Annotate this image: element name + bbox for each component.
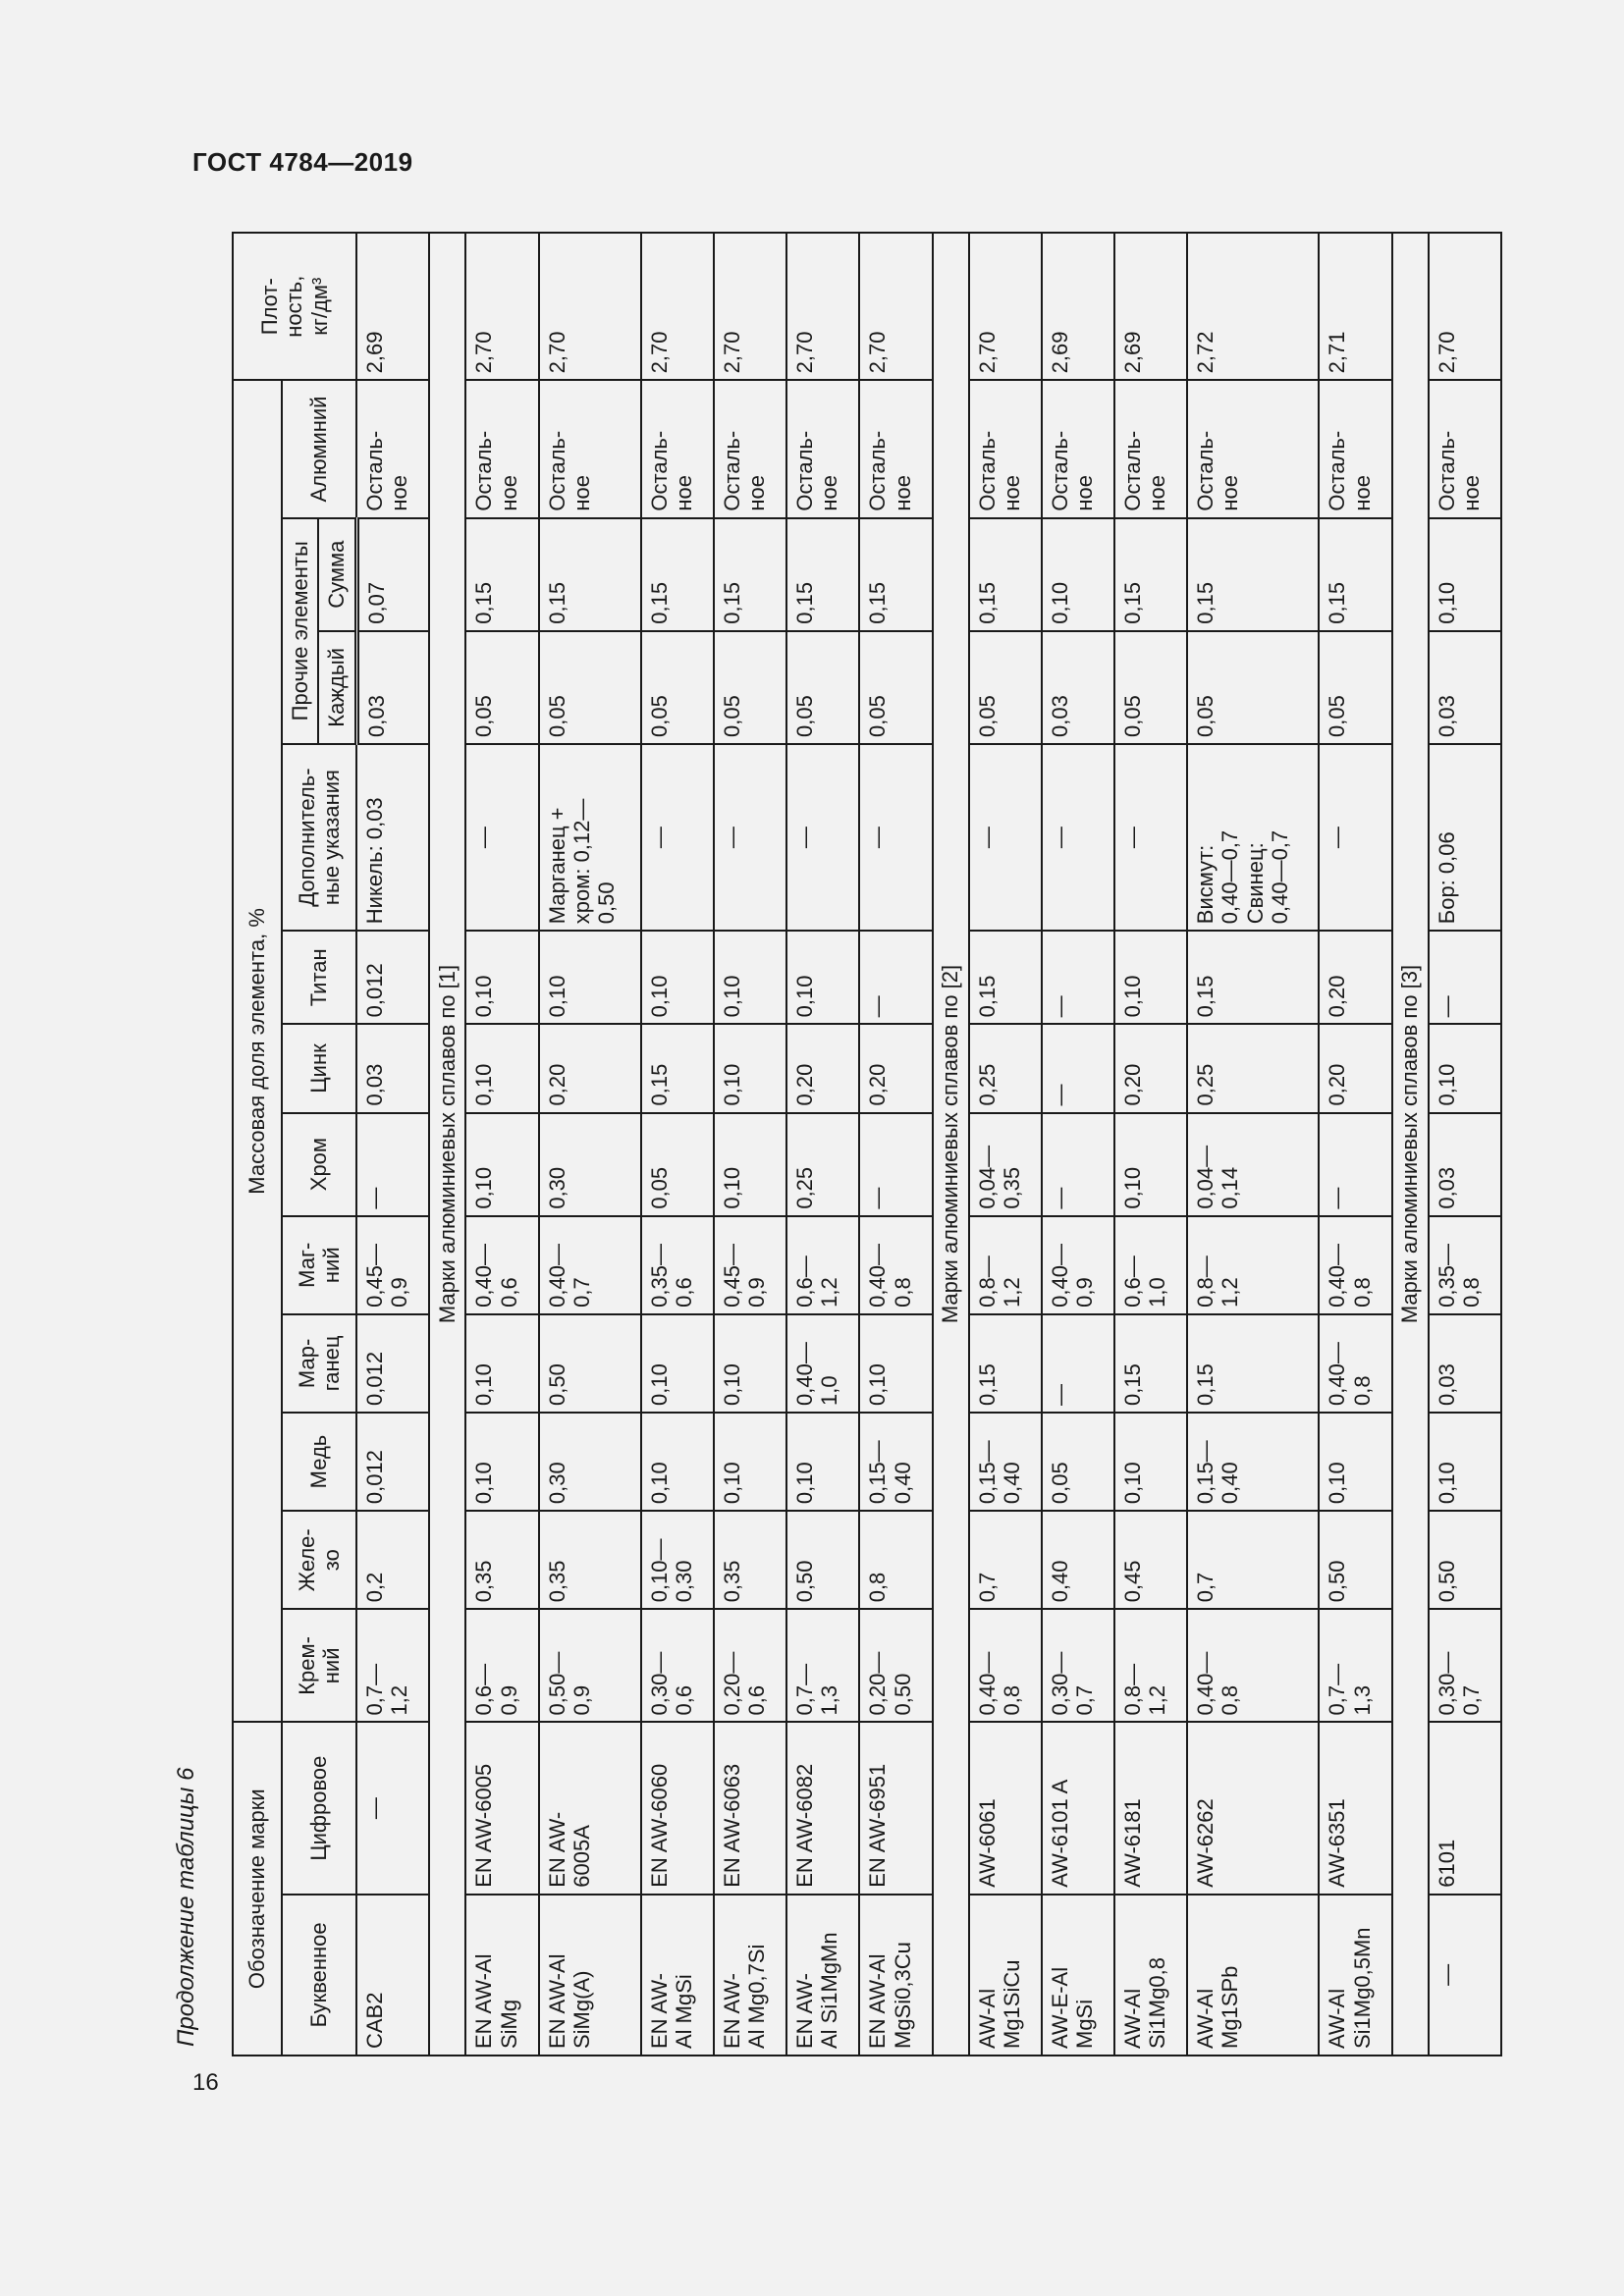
header-aluminium: Алюминий: [282, 380, 356, 517]
chromium-cell: 0,05: [641, 1113, 714, 1216]
manganese-cell: —: [1042, 1314, 1114, 1413]
density-cell: 2,71: [1319, 233, 1391, 380]
aluminium-cell: Осталь- ное: [1114, 380, 1187, 517]
digital-cell: EN AW-6082: [786, 1722, 859, 1894]
page-number: 16: [192, 2069, 219, 2096]
titanium-cell: 0,012: [356, 931, 429, 1024]
chromium-cell: 0,10: [714, 1113, 786, 1216]
letter-cell: EN AW- Al MgSi: [641, 1895, 714, 2056]
extra-cell: —: [1114, 744, 1187, 931]
each-cell: 0,03: [356, 631, 429, 744]
alloy-composition-table: [232, 232, 1502, 2056]
sum-cell: 0,15: [641, 518, 714, 631]
silicon-cell: 0,40— 0,8: [969, 1609, 1042, 1722]
table-body: [356, 233, 1501, 2056]
copper-cell: 0,012: [356, 1413, 429, 1511]
magnesium-cell: 0,40— 0,8: [859, 1216, 932, 1314]
aluminium-cell: Осталь- ное: [969, 380, 1042, 517]
titanium-cell: 0,15: [1187, 931, 1319, 1024]
silicon-cell: 0,50— 0,9: [539, 1609, 641, 1722]
aluminium-cell: Осталь- ное: [641, 380, 714, 517]
header-manganese: Мар- ганец: [282, 1314, 356, 1413]
silicon-cell: 0,7— 1,3: [1319, 1609, 1391, 1722]
titanium-cell: 0,10: [641, 931, 714, 1024]
density-cell: 2,70: [465, 233, 538, 380]
magnesium-cell: 0,6— 1,0: [1114, 1216, 1187, 1314]
titanium-cell: 0,10: [1114, 931, 1187, 1024]
iron-cell: 0,7: [1187, 1511, 1319, 1609]
iron-cell: 0,7: [969, 1511, 1042, 1609]
letter-cell: AW-Al Si1Mg0,5Mn: [1319, 1895, 1391, 2056]
extra-cell: —: [714, 744, 786, 931]
digital-cell: EN AW-6951: [859, 1722, 932, 1894]
magnesium-cell: 0,8— 1,2: [1187, 1216, 1319, 1314]
chromium-cell: —: [859, 1113, 932, 1216]
titanium-cell: —: [859, 931, 932, 1024]
zinc-cell: 0,10: [465, 1024, 538, 1112]
chromium-cell: —: [356, 1113, 429, 1216]
header-magnesium: Маг- ний: [282, 1216, 356, 1314]
section-title: Марки алюминиевых сплавов по [3]: [1392, 233, 1429, 2056]
extra-cell: —: [786, 744, 859, 931]
table-row: [1319, 233, 1391, 2056]
header-extra: Дополнитель- ные указания: [282, 744, 356, 931]
extra-cell: —: [1042, 744, 1114, 931]
aluminium-cell: Осталь- ное: [1429, 380, 1501, 517]
table-row: [539, 233, 641, 2056]
silicon-cell: 0,7— 1,2: [356, 1609, 429, 1722]
zinc-cell: 0,20: [1114, 1024, 1187, 1112]
letter-cell: EN AW-Al SiMg(A): [539, 1895, 641, 2056]
sum-cell: 0,15: [786, 518, 859, 631]
digital-cell: EN AW-6060: [641, 1722, 714, 1894]
header-density: Плот- ность, кг/дм³: [233, 233, 356, 380]
header-sum: Сумма: [318, 518, 356, 631]
aluminium-cell: Осталь- ное: [1187, 380, 1319, 517]
iron-cell: 0,45: [1114, 1511, 1187, 1609]
sum-cell: 0,15: [1319, 518, 1391, 631]
section-header-row: [1392, 233, 1429, 2056]
each-cell: 0,05: [1187, 631, 1319, 744]
magnesium-cell: 0,45— 0,9: [714, 1216, 786, 1314]
section-title: Марки алюминиевых сплавов по [1]: [429, 233, 465, 2056]
iron-cell: 0,50: [1429, 1511, 1501, 1609]
each-cell: 0,05: [641, 631, 714, 744]
table-row: [465, 233, 538, 2056]
sum-cell: 0,10: [1042, 518, 1114, 631]
titanium-cell: —: [1429, 931, 1501, 1024]
each-cell: 0,05: [1319, 631, 1391, 744]
zinc-cell: 0,10: [714, 1024, 786, 1112]
aluminium-cell: Осталь- ное: [356, 380, 429, 517]
extra-cell: —: [641, 744, 714, 931]
titanium-cell: 0,10: [465, 931, 538, 1024]
chromium-cell: 0,10: [465, 1113, 538, 1216]
silicon-cell: 0,7— 1,3: [786, 1609, 859, 1722]
chromium-cell: 0,30: [539, 1113, 641, 1216]
extra-cell: Висмут: 0,40—0,7 Свинец: 0,40—0,7: [1187, 744, 1319, 931]
magnesium-cell: 0,45— 0,9: [356, 1216, 429, 1314]
chromium-cell: —: [1319, 1113, 1391, 1216]
density-cell: 2,69: [356, 233, 429, 380]
table-row: [1187, 233, 1319, 2056]
extra-cell: Никель: 0,03: [356, 744, 429, 931]
extra-cell: Марганец + хром: 0,12— 0,50: [539, 744, 641, 931]
copper-cell: 0,15— 0,40: [1187, 1413, 1319, 1511]
table-caption: Продолжение таблицы 6: [173, 1767, 199, 2047]
magnesium-cell: 0,8— 1,2: [969, 1216, 1042, 1314]
zinc-cell: 0,25: [1187, 1024, 1319, 1112]
manganese-cell: 0,40— 1,0: [786, 1314, 859, 1413]
letter-cell: AW-Al Si1Mg0,8: [1114, 1895, 1187, 2056]
table-row: [1042, 233, 1114, 2056]
table-row: [714, 233, 786, 2056]
magnesium-cell: 0,35— 0,8: [1429, 1216, 1501, 1314]
iron-cell: 0,10— 0,30: [641, 1511, 714, 1609]
density-cell: 2,69: [1042, 233, 1114, 380]
manganese-cell: 0,15: [1114, 1314, 1187, 1413]
iron-cell: 0,40: [1042, 1511, 1114, 1609]
aluminium-cell: Осталь- ное: [465, 380, 538, 517]
each-cell: 0,05: [786, 631, 859, 744]
aluminium-cell: Осталь- ное: [1319, 380, 1391, 517]
density-cell: 2,72: [1187, 233, 1319, 380]
manganese-cell: 0,15: [1187, 1314, 1319, 1413]
letter-cell: EN AW-Al SiMg: [465, 1895, 538, 2056]
density-cell: 2,70: [714, 233, 786, 380]
letter-cell: AW-E-Al MgSi: [1042, 1895, 1114, 2056]
digital-cell: —: [356, 1722, 429, 1894]
sum-cell: 0,15: [539, 518, 641, 631]
each-cell: 0,05: [1114, 631, 1187, 744]
copper-cell: 0,10: [1429, 1413, 1501, 1511]
sum-cell: 0,10: [1429, 518, 1501, 631]
zinc-cell: 0,20: [786, 1024, 859, 1112]
manganese-cell: 0,012: [356, 1314, 429, 1413]
sum-cell: 0,15: [1114, 518, 1187, 631]
aluminium-cell: Осталь- ное: [1042, 380, 1114, 517]
digital-cell: EN AW-6005: [465, 1722, 538, 1894]
aluminium-cell: Осталь- ное: [714, 380, 786, 517]
extra-cell: Бор: 0,06: [1429, 744, 1501, 931]
zinc-cell: 0,20: [539, 1024, 641, 1112]
density-cell: 2,70: [786, 233, 859, 380]
copper-cell: 0,15— 0,40: [969, 1413, 1042, 1511]
chromium-cell: 0,04— 0,14: [1187, 1113, 1319, 1216]
document-title: ГОСТ 4784—2019: [192, 147, 413, 177]
manganese-cell: 0,10: [714, 1314, 786, 1413]
header-chromium: Хром: [282, 1113, 356, 1216]
header-each: Каждый: [318, 631, 356, 744]
manganese-cell: 0,50: [539, 1314, 641, 1413]
silicon-cell: 0,30— 0,6: [641, 1609, 714, 1722]
chromium-cell: 0,03: [1429, 1113, 1501, 1216]
extra-cell: —: [465, 744, 538, 931]
silicon-cell: 0,8— 1,2: [1114, 1609, 1187, 1722]
copper-cell: 0,10: [641, 1413, 714, 1511]
digital-cell: 6101: [1429, 1722, 1501, 1894]
iron-cell: 0,8: [859, 1511, 932, 1609]
chromium-cell: 0,04— 0,35: [969, 1113, 1042, 1216]
density-cell: 2,70: [539, 233, 641, 380]
section-header-row: [429, 233, 465, 2056]
letter-cell: EN AW- Al Mg0,7Si: [714, 1895, 786, 2056]
header-iron: Желе- зо: [282, 1511, 356, 1609]
titanium-cell: 0,20: [1319, 931, 1391, 1024]
header-digital: Цифровое: [282, 1722, 356, 1894]
sum-cell: 0,15: [969, 518, 1042, 631]
copper-cell: 0,10: [786, 1413, 859, 1511]
zinc-cell: 0,20: [1319, 1024, 1391, 1112]
manganese-cell: 0,15: [969, 1314, 1042, 1413]
density-cell: 2,70: [859, 233, 932, 380]
copper-cell: 0,15— 0,40: [859, 1413, 932, 1511]
header-mass-fraction: Массовая доля элемента, %: [233, 380, 282, 1722]
header-zinc: Цинк: [282, 1024, 356, 1112]
titanium-cell: 0,15: [969, 931, 1042, 1024]
zinc-cell: —: [1042, 1024, 1114, 1112]
copper-cell: 0,30: [539, 1413, 641, 1511]
digital-cell: AW-6351: [1319, 1722, 1391, 1894]
titanium-cell: 0,10: [714, 931, 786, 1024]
density-cell: 2,70: [969, 233, 1042, 380]
copper-cell: 0,05: [1042, 1413, 1114, 1511]
density-cell: 2,70: [1429, 233, 1501, 380]
table-row: [641, 233, 714, 2056]
density-cell: 2,70: [641, 233, 714, 380]
titanium-cell: 0,10: [786, 931, 859, 1024]
each-cell: 0,05: [859, 631, 932, 744]
iron-cell: 0,50: [786, 1511, 859, 1609]
chromium-cell: 0,25: [786, 1113, 859, 1216]
silicon-cell: 0,20— 0,6: [714, 1609, 786, 1722]
aluminium-cell: Осталь- ное: [859, 380, 932, 517]
zinc-cell: 0,25: [969, 1024, 1042, 1112]
manganese-cell: 0,10: [859, 1314, 932, 1413]
letter-cell: —: [1429, 1895, 1501, 2056]
digital-cell: AW-6061: [969, 1722, 1042, 1894]
aluminium-cell: Осталь- ное: [539, 380, 641, 517]
magnesium-cell: 0,35— 0,6: [641, 1216, 714, 1314]
header-other-elements: Прочие элементы: [282, 518, 318, 744]
table-row: [969, 233, 1042, 2056]
digital-cell: AW-6262: [1187, 1722, 1319, 1894]
table-row: [1114, 233, 1187, 2056]
iron-cell: 0,2: [356, 1511, 429, 1609]
table-row: [859, 233, 932, 2056]
section-header-row: [933, 233, 969, 2056]
table-row: [356, 233, 429, 2056]
sum-cell: 0,15: [859, 518, 932, 631]
sum-cell: 0,15: [1187, 518, 1319, 631]
copper-cell: 0,10: [465, 1413, 538, 1511]
manganese-cell: 0,40— 0,8: [1319, 1314, 1391, 1413]
digital-cell: EN AW- 6005A: [539, 1722, 641, 1894]
iron-cell: 0,35: [539, 1511, 641, 1609]
each-cell: 0,05: [539, 631, 641, 744]
magnesium-cell: 0,6— 1,2: [786, 1216, 859, 1314]
letter-cell: AW-Al Mg1SiCu: [969, 1895, 1042, 2056]
manganese-cell: 0,10: [641, 1314, 714, 1413]
magnesium-cell: 0,40— 0,8: [1319, 1216, 1391, 1314]
extra-cell: —: [1319, 744, 1391, 931]
copper-cell: 0,10: [1114, 1413, 1187, 1511]
header-titanium: Титан: [282, 931, 356, 1024]
section-title: Марки алюминиевых сплавов по [2]: [933, 233, 969, 2056]
silicon-cell: 0,6— 0,9: [465, 1609, 538, 1722]
silicon-cell: 0,30— 0,7: [1429, 1609, 1501, 1722]
table-row: [1429, 233, 1501, 2056]
header-copper: Медь: [282, 1413, 356, 1511]
zinc-cell: 0,20: [859, 1024, 932, 1112]
chromium-cell: —: [1042, 1113, 1114, 1216]
sum-cell: 0,07: [356, 518, 429, 631]
zinc-cell: 0,10: [1429, 1024, 1501, 1112]
each-cell: 0,03: [1042, 631, 1114, 744]
titanium-cell: 0,10: [539, 931, 641, 1024]
sum-cell: 0,15: [714, 518, 786, 631]
letter-cell: EN AW-Al MgSi0,3Cu: [859, 1895, 932, 2056]
header-silicon: Крем- ний: [282, 1609, 356, 1722]
header-letter: Буквенное: [282, 1895, 356, 2056]
zinc-cell: 0,15: [641, 1024, 714, 1112]
iron-cell: 0,35: [465, 1511, 538, 1609]
header-designation: Обозначение марки: [233, 1722, 282, 2056]
density-cell: 2,69: [1114, 233, 1187, 380]
digital-cell: EN AW-6063: [714, 1722, 786, 1894]
titanium-cell: —: [1042, 931, 1114, 1024]
silicon-cell: 0,40— 0,8: [1187, 1609, 1319, 1722]
silicon-cell: 0,20— 0,50: [859, 1609, 932, 1722]
rotated-table-container: [232, 232, 1502, 2056]
each-cell: 0,05: [714, 631, 786, 744]
each-cell: 0,03: [1429, 631, 1501, 744]
chromium-cell: 0,10: [1114, 1113, 1187, 1216]
extra-cell: —: [969, 744, 1042, 931]
letter-cell: EN AW- Al Si1MgMn: [786, 1895, 859, 2056]
manganese-cell: 0,03: [1429, 1314, 1501, 1413]
letter-cell: AW-Al Mg1SPb: [1187, 1895, 1319, 2056]
digital-cell: AW-6101 A: [1042, 1722, 1114, 1894]
copper-cell: 0,10: [714, 1413, 786, 1511]
each-cell: 0,05: [969, 631, 1042, 744]
copper-cell: 0,10: [1319, 1413, 1391, 1511]
table-header: [233, 233, 356, 2056]
table-row: [786, 233, 859, 2056]
letter-cell: CAB2: [356, 1895, 429, 2056]
aluminium-cell: Осталь- ное: [786, 380, 859, 517]
digital-cell: AW-6181: [1114, 1722, 1187, 1894]
magnesium-cell: 0,40— 0,7: [539, 1216, 641, 1314]
silicon-cell: 0,30— 0,7: [1042, 1609, 1114, 1722]
extra-cell: —: [859, 744, 932, 931]
magnesium-cell: 0,40— 0,6: [465, 1216, 538, 1314]
magnesium-cell: 0,40— 0,9: [1042, 1216, 1114, 1314]
zinc-cell: 0,03: [356, 1024, 429, 1112]
iron-cell: 0,35: [714, 1511, 786, 1609]
sum-cell: 0,15: [465, 518, 538, 631]
each-cell: 0,05: [465, 631, 538, 744]
iron-cell: 0,50: [1319, 1511, 1391, 1609]
manganese-cell: 0,10: [465, 1314, 538, 1413]
